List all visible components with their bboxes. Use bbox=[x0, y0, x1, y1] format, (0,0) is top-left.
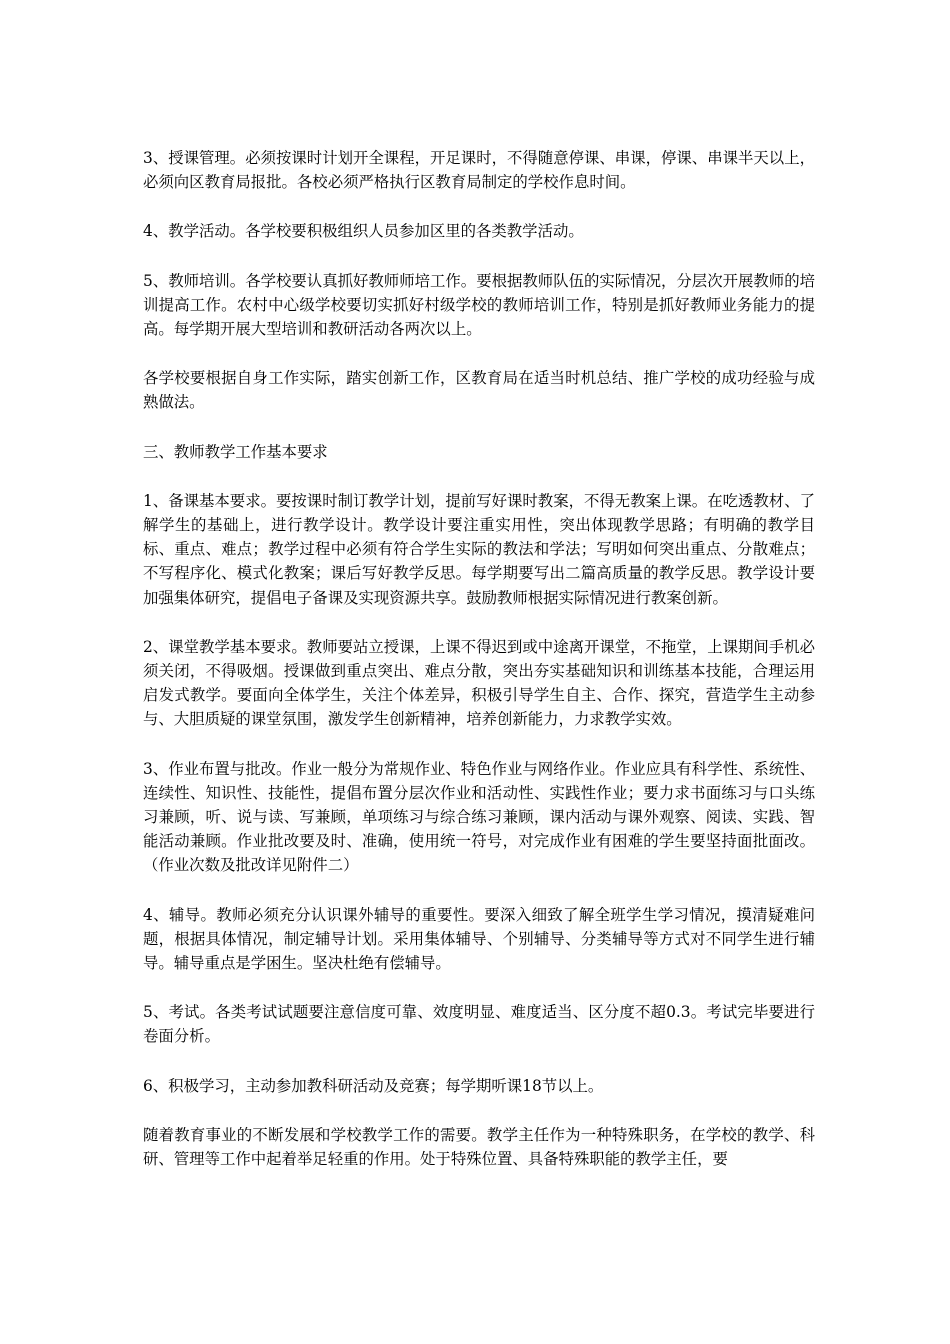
paragraph-teacher-training: 5、教师培训。各学校要认真抓好教师师培工作。要根据教师队伍的实际情况，分层次开展教师的培训提高工作。农村中心级学校要切实抓好村级学校的教师培训工作，特别是抓好教师业务能力的提高。每学期开展大型培训和教研活动各两次以上。 bbox=[143, 271, 815, 339]
document-page bbox=[143, 146, 815, 1196]
paragraph-active-learning: 6、积极学习，主动参加教科研活动及竞赛；每学期听课18节以上。 bbox=[143, 1076, 604, 1095]
paragraph-teaching-activities: 4、教学活动。各学校要积极组织人员参加区里的各类教学活动。 bbox=[143, 222, 584, 241]
paragraph-lesson-preparation: 1、备课基本要求。要按课时制订教学计划，提前写好课时教案，不得无教案上课。在吃透教材、了解学生的基础上，进行教学设计。教学设计要注重实用性，突出体现教学思路；有明确的教学目标、重点、难点；教学过程中必须有符合学生实际的教法和学法；写明如何突出重点、分散难点；不写程序化、模式化教案；课后写好教学反思。每学期要写出二篇高质量的教学反思。教学设计要加强集体研究，提倡电子备课及实现资源共享。鼓励教师根据实际情况进行教案创新。 bbox=[143, 491, 815, 607]
paragraph-innovation: 各学校要根据自身工作实际，踏实创新工作，区教育局在适当时机总结、推广学校的成功经验与成熟做法。 bbox=[143, 369, 815, 412]
paragraph-teaching-director: 随着教育事业的不断发展和学校教学工作的需要。教学主任作为一种特殊职务，在学校的教学、科研、管理等工作中起着举足轻重的作用。处于特殊位置、具备特殊职能的教学主任，要 bbox=[143, 1125, 815, 1169]
paragraph-teaching-management: 3、授课管理。必须按课时计划开全课程，开足课时，不得随意停课、串课，停课、串课半天以上，必须向区教育局报批。各校必须严格执行区教育局制定的学校作息时间。 bbox=[143, 149, 815, 192]
paragraph-classroom-teaching: 2、课堂教学基本要求。教师要站立授课，上课不得迟到或中途离开课堂，不拖堂，上课期间手机必须关闭，不得吸烟。授课做到重点突出、难点分散，突出夯实基础知识和训练基本技能，合理运用启发式教学。要面向全体学生，关注个体差异，积极引导学生自主、合作、探究，营造学生主动参与、大胆质疑的课堂氛围，激发学生创新精神，培养创新能力，力求教学实效。 bbox=[143, 637, 815, 729]
paragraph-tutoring: 4、辅导。教师必须充分认识课外辅导的重要性。要深入细致了解全班学生学习情况，摸清疑难问题，根据具体情况，制定辅导计划。采用集体辅导、个别辅导、分类辅导等方式对不同学生进行辅导。辅导重点是学困生。坚决杜绝有偿辅导。 bbox=[143, 905, 815, 973]
paragraph-homework: 3、作业布置与批改。作业一般分为常规作业、特色作业与网络作业。作业应具有科学性、系统性、连续性、知识性、技能性，提倡布置分层次作业和活动性、实践性作业；要力求书面练习与口头练习兼顾，听、说与读、写兼顾，单项练习与综合练习兼顾，课内活动与课外观察、阅读、实践、智能活动兼顾。作业批改要及时、准确，使用统一符号，对完成作业有困难的学生要坚持面批面改。（作业次数及批改详见附件二） bbox=[143, 759, 815, 875]
section-heading: 三、教师教学工作基本要求 bbox=[143, 442, 328, 461]
paragraph-exams: 5、考试。各类考试试题要注意信度可靠、效度明显、难度适当、区分度不超0.3。考试完毕要进行卷面分析。 bbox=[143, 1003, 815, 1046]
